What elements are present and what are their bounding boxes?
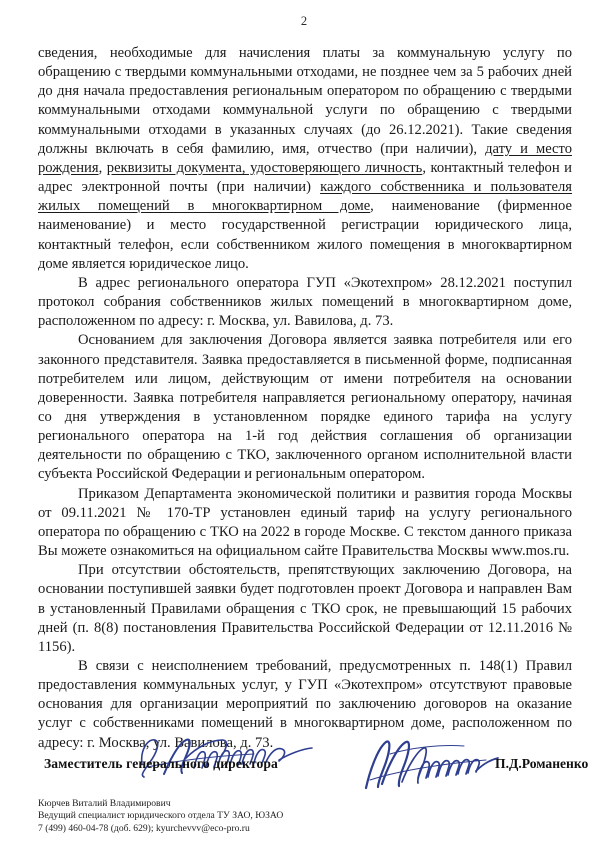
document-body <box>38 44 572 753</box>
paragraph-3 <box>38 331 572 484</box>
paragraph-4 <box>38 485 572 562</box>
text-run: , контактный телефон и адрес электронной почты (при наличии) <box>38 159 572 196</box>
text-run: Основанием для заключения Договора является заявка потребителя или его законного представителя. Заявка предоставляется в письменной форме, подписанная потребителем или лицом, действующим от имени потребителя на основании доверенности. Заявка потребителя направляется региональному оператору, начиная со дня утверждения в установленном порядке единого тарифа на услугу регионального оператора на 1-й год действия соглашения об организации деятельности по обращению с ТКО, заключенного органом исполнительной власти субъекта Российской Федерации и региональным оператором. <box>38 332 572 483</box>
underlined-text: дату и место рождения <box>38 140 572 176</box>
text-run: , наименование (фирменное наименование) и место государственной регистрации юридического лица, контактный телефон, если собственником жилого помещения в многоквартирном доме является юридическое лицо. <box>38 198 572 272</box>
paragraph-6 <box>38 657 572 753</box>
contact-person-role: Ведущий специалист юридического отдела ТУ ЗАО, ЮЗАО <box>38 810 284 822</box>
signature-row <box>38 752 589 786</box>
contact-block <box>38 798 438 835</box>
text-run: сведения, необходимые для начисления платы за коммунальную услугу по обращению с твердыми коммунальными отходами, не позднее чем за 5 рабочих дней до дня начала предоставления региональным оператором по обращению с твердыми коммунальными отходами коммунальной услуги по обращению с твердыми коммунальными отходами в указанных случаях (до 26.12.2021). Такие сведения должны включать в себя фамилию, имя, отчество (при наличии), <box>38 45 572 157</box>
text-run: В адрес регионального оператора ГУП «Экотехпром» 28.12.2021 поступил протокол собрания собственников жилых помещений в многоквартирном доме, расположенном по адресу: г. Москва, ул. Вавилова, д. 73. <box>38 274 572 330</box>
text-run: При отсутствии обстоятельств, препятствующих заключению Договора, на основании поступившей заявки будет подготовлен проект Договора и направлен Вам в установленный Правилами обращения с ТКО срок, не превышающий 15 рабочих дней (п. 8(8) постановления Правительства Российской Федерации от 12.11.2016 № 1156). <box>38 562 572 655</box>
contact-person-phone-email: 7 (499) 460-04-78 (доб. 629); kyurchevvv@eco-pro.ru <box>38 822 250 834</box>
text-run: Приказом Департамента экономической политики и развития города Москвы от 09.11.2021 № 170-ТР установлен единый тариф на услугу регионального оператора по обращению с ТКО на 2022 в городе Москве. С текстом данного приказа Вы можете ознакомиться на официальном сайте Правительства Москвы www.mos.ru. <box>38 485 572 560</box>
underlined-text: реквизиты документа, удостоверяющего личность <box>106 159 423 176</box>
paragraph-5 <box>38 561 572 657</box>
paragraph-1 <box>38 44 572 274</box>
text-run: , <box>98 159 107 176</box>
signature-name: П.Д.Романенко <box>495 756 589 771</box>
paragraph-2 <box>38 274 572 331</box>
signature-title: Заместитель генерального директора <box>44 756 278 771</box>
signature-block <box>38 752 589 786</box>
text-run: В связи с неисполнением требований, предусмотренных п. 148(1) Правил предоставления коммунальных услуг, у ГУП «Экотехпром» отсутствуют правовые основания для организации мероприятий по заключению договоров на оказание услуг с собственниками помещений в многоквартирном доме, расположенном по адресу: г. Москва, ул. Вавилова, д. 73. <box>38 658 572 751</box>
page-number: 2 <box>300 14 308 28</box>
underlined-text: каждого собственника и пользователя жилых помещений в многоквартирном доме <box>38 179 572 215</box>
contact-person-name: Кюрчев Виталий Владимирович <box>38 798 171 809</box>
